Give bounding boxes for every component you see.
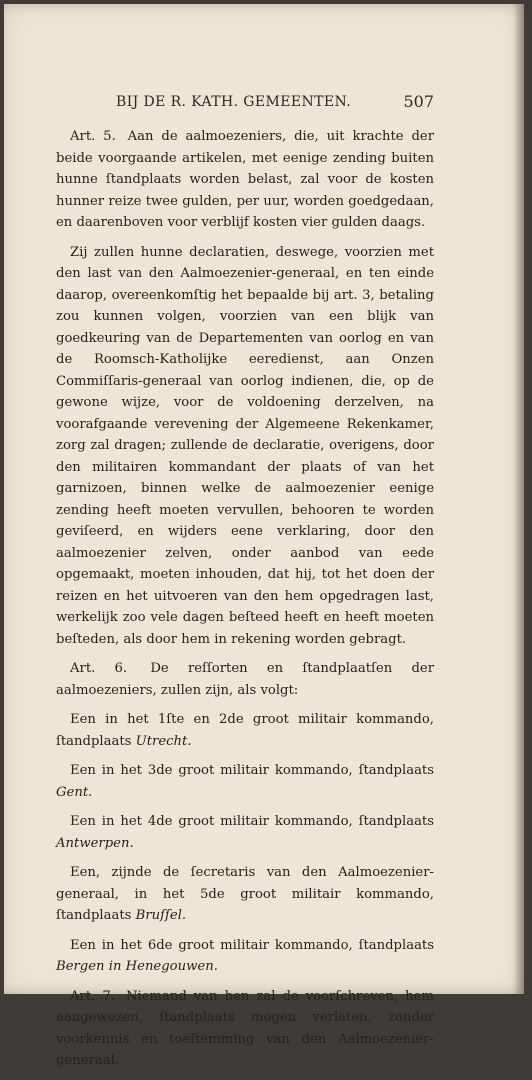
- article-label: Art. 7.: [70, 988, 115, 1004]
- standplaats-name: Bergen in Henegouwen.: [56, 959, 218, 974]
- page-spine-shadow: [514, 4, 524, 994]
- list-item-text: Een in het 6de groot militair kommando, ſtandplaats: [70, 937, 434, 953]
- article-7-paragraph: [56, 986, 434, 1072]
- list-item-text: Een in het 3de groot militair kommando, ſtandplaats: [70, 763, 434, 778]
- body-text: [56, 126, 434, 1080]
- standplaats-name: Gent.: [56, 784, 93, 800]
- declaration-paragraph: [56, 242, 434, 651]
- list-item-text: Een, zijnde de ſecretaris van den Aalmoezenier-generaal, in het 5de groot militair kommando, ſtandplaats: [56, 865, 434, 923]
- list-item: [56, 811, 434, 854]
- article-6-paragraph: [56, 658, 434, 701]
- running-head: BIJ DE R. KATH. GEMEENTEN.: [116, 94, 352, 110]
- paragraph-text: De reſſorten en ſtandplaatſen der aalmoezeniers, zullen zijn, als volgt:: [56, 661, 434, 698]
- article-label: Art. 5.: [70, 129, 116, 144]
- article-label: Art. 6.: [70, 661, 128, 676]
- list-item-text: Een in het 4de groot militair kommando, ſtandplaats: [70, 814, 434, 829]
- list-item-text: Een in het 1ſte en 2de groot militair kommando, ſtandplaats: [56, 712, 434, 749]
- standplaats-name: Antwerpen.: [56, 835, 134, 851]
- list-item: [56, 935, 434, 978]
- standplaats-name: Bruſſel.: [135, 908, 187, 923]
- book-page: [4, 4, 524, 1068]
- page-header: [116, 94, 434, 114]
- list-item: [56, 760, 434, 803]
- list-item: [56, 862, 434, 927]
- paragraph-text: Niemand van hen zal de voorſchreven, hem aangewezen, ſtandplaats mogen verlaten, zonder voorkennis en toeſtemming van den Aalmoezenier-generaal.: [56, 988, 434, 1068]
- list-item: [56, 709, 434, 752]
- standplaats-name: Utrecht.: [135, 733, 192, 749]
- article-5-paragraph: [56, 126, 434, 234]
- page-number: 507: [403, 92, 434, 111]
- paragraph-text: Zij zullen hunne declaratien, deswege, voorzien met den last van den Aalmoezenier-generaal, en ten einde daarop, overeenkomſtig het bepaalde bij art. 3, betaling zou kunnen volgen, voorzien van een blijk van goedkeuring van de Departementen van oorlog en van de Roomsch-Katholijke eeredienst, aan Onzen Commiſſaris-generaal van oorlog indienen, die, op de gewone wijze, voor de voldoening derzelven, na voorafgaande verevening der Algemeene Rekenkamer, zorg zal dragen; zullende de declaratie, overigens, door den militairen kommandant der plaats of van het garnizoen, binnen welke de aalmoezenier eenige zending heeft moeten vervullen, behooren te worden geviſeerd, en wijders eene verklaring, door den aalmoezenier zelven, onder aanbod van eede opgemaakt, moeten inhouden, dat hij, tot het doen der reizen en het uitvoeren van den hem opgedragen last, werkelijk zoo vele dagen beſteed heeft en heeft moeten beſteden, als door hem in rekening worden gebragt.: [56, 244, 434, 647]
- paragraph-text: Aan de aalmoezeniers, die, uit krachte der beide voorgaande artikelen, met eenige zending buiten hunne ſtandplaats worden belast, zal voor de kosten hunner reize twee gulden, per uur, worden goedgedaan, en daarenboven voor verblijf kosten vier gulden daags.: [56, 129, 435, 230]
